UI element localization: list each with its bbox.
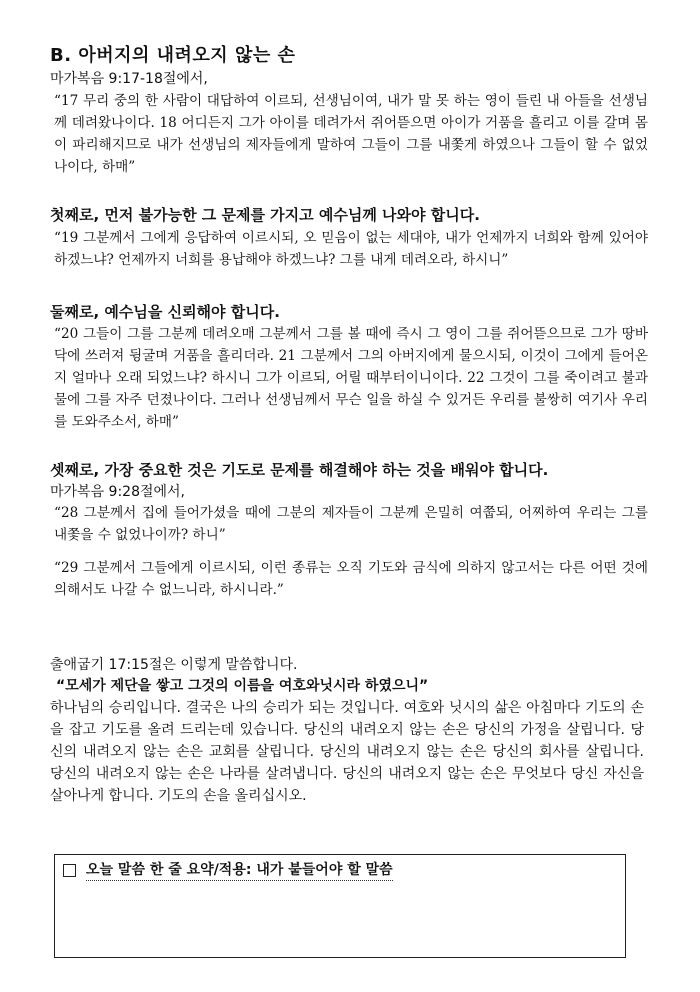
scripture-quote: “29 그분께서 그들에게 이르시되, 이런 종류는 오직 기도와 금식에 의하지 않고서는 다른 어떤 것에 의해서도 나갈 수 없느니라, 하시니라.” xyxy=(54,560,648,598)
scripture-quote: “19 그분께서 그에게 응답하여 이르시되, 오 믿음이 없는 세대야, 내가 언제까지 너희와 함께 있어야 하겠느냐? 언제까지 너희를 용납해야 하겠느냐? 그를 내게 데려오라, 하시니” xyxy=(54,230,648,268)
scripture-quote: “17 무리 중의 한 사람이 대답하여 이르되, 선생님이여, 내가 말 못 하는 영이 들린 내 아들을 선생님께 데려왔나이다. 18 어디든지 그가 아이를 데려가서 쥐어뜯으면 아이가 거품을 흘리고 이를 갈며 몸이 파리해지므로 내가 선생님의 제자들에게 말하여 그들이 그를 내쫓게 하였으나 그들이 할 수 없었나이다, 하매” xyxy=(54,93,648,175)
scripture-reference: 마가복음 9:28절에서, xyxy=(50,484,186,500)
scripture-quote: “20 그들이 그를 그분께 데려오매 그분께서 그를 볼 때에 즉시 그 영이 그를 쥐어뜯으므로 그가 땅바닥에 쓰러져 뒹굴며 거품을 흘리더라. 21 그분께서 그의 아버지에게 물으시되, 이것이 그에게 들어온 지 얼마나 오래 되었느냐? 하시니 그가 이르되, 어릴 때부터이니이다. 22 그것이 그를 죽이려고 불과 물에 그를 자주 던졌나이다. 그러나 선생님께서 무슨 일을 하실 수 있거든 우리를 불쌍히 여기사 우리를 도와주소서, 하매” xyxy=(54,326,648,430)
summary-box[interactable] xyxy=(54,854,626,958)
point-heading-1: 첫째로, 먼저 불가능한 그 문제를 가지고 예수님께 나와야 합니다. xyxy=(50,206,480,224)
scripture-reference: 출애굽기 17:15절은 이렇게 말씀합니다. xyxy=(50,657,298,673)
closing-paragraph: 하나님의 승리입니다. 결국은 나의 승리가 되는 것입니다. 여호와 닛시의 삶은 아침마다 기도의 손을 잡고 기도를 올려 드리는데 있습니다. 당신의 내려오지 않는 손은 당신의 가정을 살립니다. 당신의 내려오지 않는 손은 교회를 살립니다. 당신의 내려오지 않는 손은 당신의 회사를 살립니다. 당신의 내려오지 않는 손은 나라를 살려냅니다. 당신의 내려오지 않는 손은 무엇보다 당신 자신을 살아나게 합니다. 기도의 손을 올리십시오. xyxy=(50,700,644,804)
scripture-quote: “28 그분께서 집에 들어가셨을 때에 그분의 제자들이 그분께 은밀히 여쭙되, 어찌하여 우리는 그를 내쫓을 수 없었나이까? 하니” xyxy=(54,505,648,543)
point-heading-3: 셋째로, 가장 중요한 것은 기도로 문제를 해결해야 하는 것을 배워야 합니다. xyxy=(50,461,549,479)
checkbox-icon[interactable] xyxy=(63,864,76,877)
point-heading-2: 둘째로, 예수님을 신뢰해야 합니다. xyxy=(50,303,280,321)
scripture-quote: “모세가 제단을 쌓고 그것의 이름을 여호와닛시라 하였으니” xyxy=(56,678,429,694)
summary-prompt: 오늘 말씀 한 줄 요약/적용: 내가 붙들어야 할 말씀 xyxy=(86,860,393,881)
summary-label xyxy=(63,860,393,881)
section-title: B. 아버지의 내려오지 않는 손 xyxy=(50,45,296,66)
scripture-reference: 마가복음 9:17-18절에서, xyxy=(50,71,208,87)
